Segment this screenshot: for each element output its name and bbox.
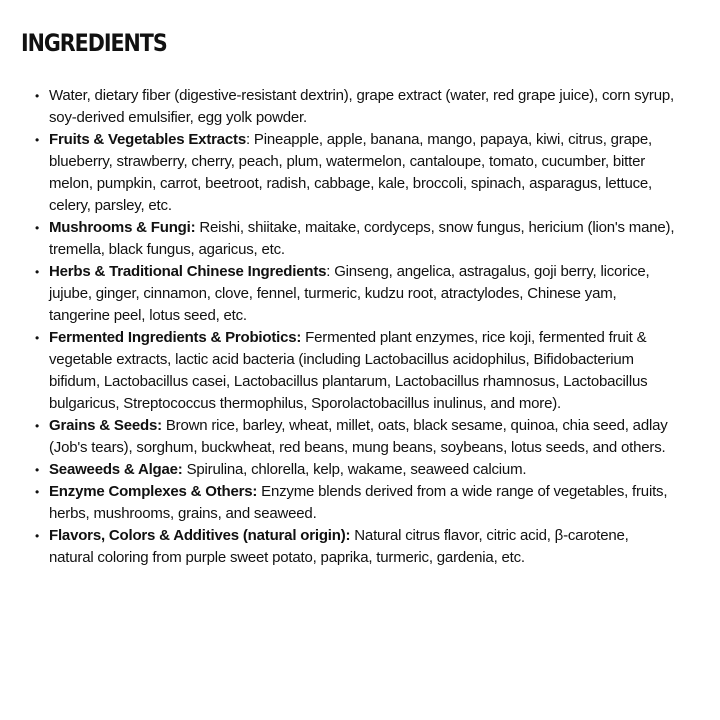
item-text: : Pineapple, apple, banana, mango, papaya, kiwi, citrus, grape, blueberry, strawberry, cherry, peach, plum, watermelon, cantaloupe, tomato, cucumber, bitter melon, pumpkin, carrot, beetroot, radish, cabbage, kale, broccoli, spinach, asparagus, lettuce, celery, parsley, etc. bbox=[49, 131, 653, 214]
list-item bbox=[35, 129, 675, 217]
item-text: : Ginseng, angelica, astragalus, goji berry, licorice, jujube, ginger, cinnamon, clove, fennel, turmeric, kudzu root, atractylodes, Chinese yam, tangerine peel, lotus seed, etc. bbox=[49, 263, 650, 324]
item-label: Flavors, Colors & Additives (natural origin): bbox=[49, 527, 351, 544]
item-text: Water, dietary fiber (digestive-resistant dextrin), grape extract (water, red grape juice), corn syrup, soy-derived emulsifier, egg yolk powder. bbox=[49, 87, 674, 126]
bullet-icon: • bbox=[35, 221, 40, 235]
item-label: Seaweeds & Algae: bbox=[49, 461, 183, 478]
list-item bbox=[35, 85, 675, 129]
list-item bbox=[35, 481, 675, 525]
item-label: Grains & Seeds: bbox=[49, 417, 162, 434]
item-text: Spirulina, chlorella, kelp, wakame, seaweed calcium. bbox=[182, 461, 527, 478]
item-text: Natural citrus flavor, citric acid, β-carotene, natural coloring from purple sweet potato, paprika, turmeric, gardenia, etc. bbox=[49, 527, 629, 566]
bullet-icon: • bbox=[35, 89, 40, 103]
item-label: Fruits & Vegetables Extracts bbox=[49, 131, 246, 148]
list-item bbox=[35, 415, 675, 459]
list-item bbox=[35, 261, 675, 327]
bullet-icon: • bbox=[35, 265, 40, 279]
page-title: INGREDIENTS bbox=[21, 29, 167, 57]
bullet-icon: • bbox=[35, 133, 40, 147]
list-item bbox=[35, 525, 675, 569]
bullet-icon: • bbox=[35, 485, 40, 499]
item-text: Fermented plant enzymes, rice koji, fermented fruit & vegetable extracts, lactic acid bacteria (including Lactobacillus acidophilus, Bifidobacterium bifidum, Lactobacillus casei, Lactobacillus plantarum, Lactobacillus rhamnosus, Lactobacillus bulgaricus, Streptococcus thermophilus, Sporolactobacillus inulinus, and more). bbox=[49, 329, 648, 412]
item-text: Enzyme blends derived from a wide range of vegetables, fruits, herbs, mushrooms, grains, and seaweed. bbox=[49, 483, 668, 522]
item-label: Enzyme Complexes & Others: bbox=[49, 483, 258, 500]
bullet-icon: • bbox=[35, 463, 40, 477]
list-item bbox=[35, 217, 675, 261]
bullet-icon: • bbox=[35, 529, 40, 543]
item-label: Herbs & Traditional Chinese Ingredients bbox=[49, 263, 327, 280]
item-label: Fermented Ingredients & Probiotics: bbox=[49, 329, 302, 346]
ingredients-list bbox=[35, 85, 675, 569]
item-text: Brown rice, barley, wheat, millet, oats, black sesame, quinoa, chia seed, adlay (Job's tears), sorghum, buckwheat, red beans, mung beans, soybeans, lotus seeds, and others. bbox=[49, 417, 668, 456]
list-item bbox=[35, 459, 675, 481]
item-text: Reishi, shiitake, maitake, cordyceps, snow fungus, hericium (lion's mane), tremella, black fungus, agaricus, etc. bbox=[49, 219, 675, 258]
list-item bbox=[35, 327, 675, 415]
item-label: Mushrooms & Fungi: bbox=[49, 219, 196, 236]
bullet-icon: • bbox=[35, 419, 40, 433]
bullet-icon: • bbox=[35, 331, 40, 345]
